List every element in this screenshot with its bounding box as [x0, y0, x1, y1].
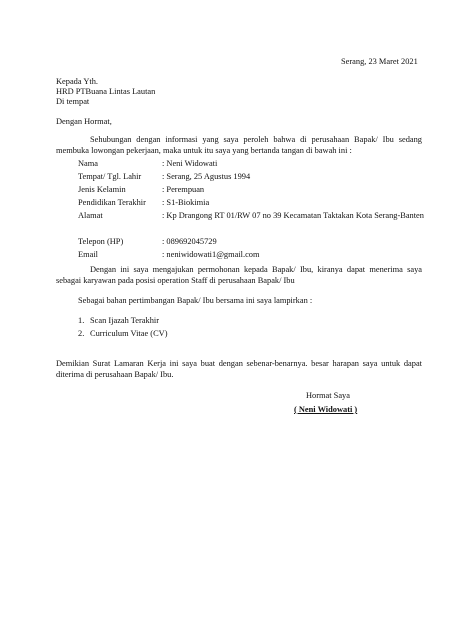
- detail-label: Pendidikan Terakhir: [78, 198, 146, 207]
- detail-row: [78, 197, 418, 210]
- application-paragraph: [56, 264, 422, 286]
- detail-row: [78, 158, 418, 171]
- detail-row: [78, 210, 424, 236]
- detail-label: Telepon (HP): [78, 237, 124, 246]
- intro-paragraph: [56, 134, 422, 156]
- applicant-details: [78, 158, 424, 262]
- recipient-block: [56, 76, 155, 106]
- list-text: Curriculum Vitae (CV): [90, 329, 168, 338]
- detail-value: : Kp Drangong RT 01/RW 07 no 39 Kecamatan Taktakan Kota Serang-Banten: [162, 211, 424, 220]
- recipient-line: Kepada Yth.: [56, 77, 99, 86]
- detail-label: Tempat/ Tgl. Lahir: [78, 172, 142, 181]
- detail-row: [78, 184, 418, 197]
- detail-row: [78, 236, 418, 249]
- detail-row: [78, 171, 418, 184]
- detail-value: : Serang, 25 Agustus 1994: [162, 172, 251, 181]
- detail-value: : Neni Widowati: [162, 159, 218, 168]
- detail-label: Email: [78, 250, 99, 259]
- regards: Hormat Saya: [306, 391, 350, 400]
- detail-value: : neniwidowati1@gmail.com: [162, 250, 260, 259]
- detail-row: [78, 249, 418, 262]
- detail-value: : S1-Biokimia: [162, 198, 210, 207]
- application-text: Dengan ini saya mengajukan permohonan kepada Bapak/ Ibu, kiranya dapat menerima saya sebagai karyawan pada posisi operation Staff di perusahaan Bapak/ Ibu: [56, 265, 422, 285]
- salutation: Dengan Hormat,: [56, 117, 112, 126]
- attachments-intro: Sebagai bahan pertimbangan Bapak/ Ibu bersama ini saya lampirkan :: [78, 296, 313, 305]
- intro-text: Sehubungan dengan informasi yang saya peroleh bahwa di perusahaan Bapak/ Ibu sedang membuka lowongan pekerjaan, maka untuk itu saya yang bertanda tangan di bawah ini :: [56, 135, 422, 155]
- detail-label: Alamat: [78, 211, 103, 220]
- list-text: Scan Ijazah Terakhir: [90, 316, 160, 325]
- list-number: 2.: [78, 329, 85, 338]
- list-number: 1.: [78, 316, 85, 325]
- signature-name: ( Neni Widowati ): [294, 405, 358, 414]
- detail-label: Jenis Kelamin: [78, 185, 126, 194]
- detail-value: : Perempuan: [162, 185, 205, 194]
- recipient-line: HRD PTBuana Lintas Lautan: [56, 87, 156, 96]
- detail-label: Nama: [78, 159, 98, 168]
- closing-paragraph: Demikian Surat Lamaran Kerja ini saya buat dengan sebenar-benarnya. besar harapan saya untuk dapat diterima di perusahaan Bapak/ Ibu.: [56, 359, 422, 379]
- place-date: Serang, 23 Maret 2021: [341, 57, 418, 66]
- detail-value: : 089692045729: [162, 237, 217, 246]
- recipient-line: Di tempat: [56, 97, 90, 106]
